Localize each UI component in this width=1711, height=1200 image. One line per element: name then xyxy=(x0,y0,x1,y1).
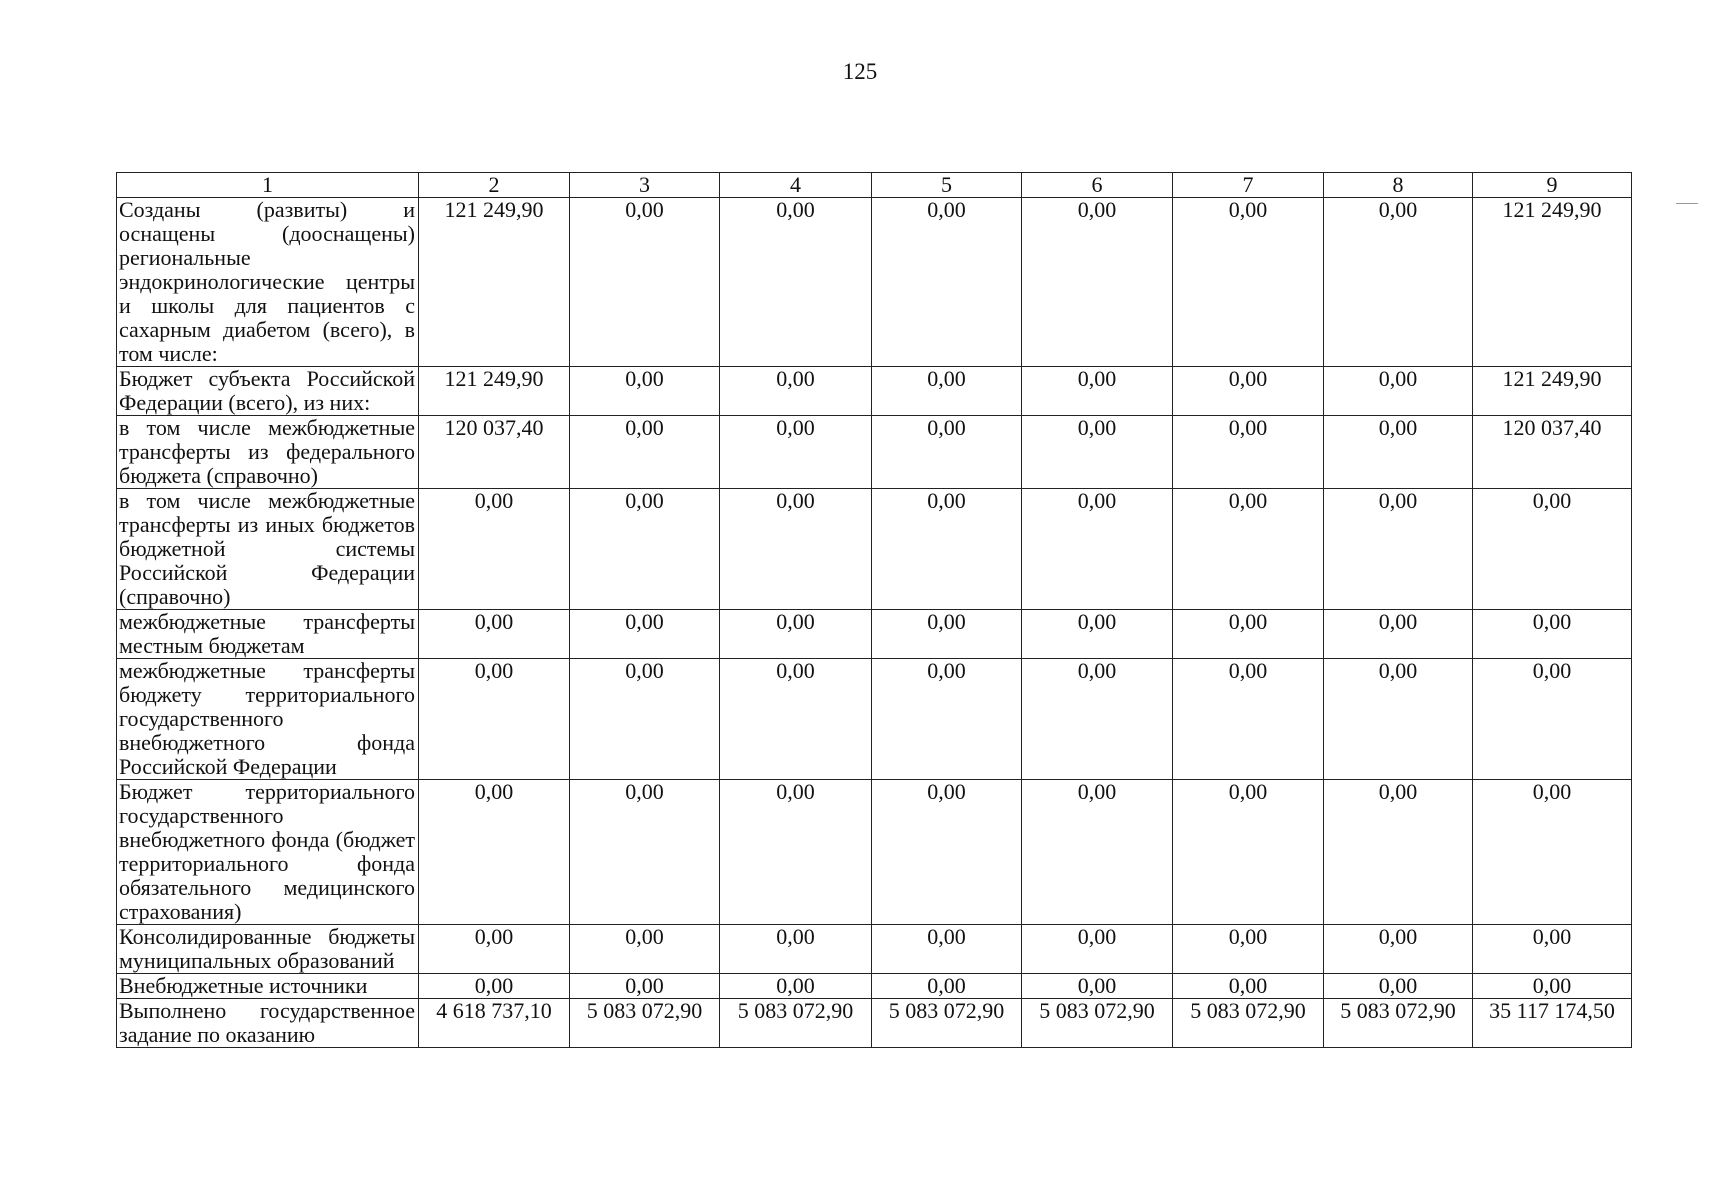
table-row xyxy=(117,610,1632,659)
row-value: 0,00 xyxy=(872,416,1022,489)
row-value: 0,00 xyxy=(1173,974,1324,999)
table-row xyxy=(117,974,1632,999)
row-value: 0,00 xyxy=(419,974,570,999)
row-value: 0,00 xyxy=(872,367,1022,416)
row-value: 0,00 xyxy=(1324,974,1473,999)
row-label: Созданы (развиты) и оснащены (дооснащены) региональные эндокринологические центры и школы для пациентов с сахарным диабетом (всего), в том числе: xyxy=(117,198,419,367)
row-label: Бюджет субъекта Российской Федерации (всего), из них: xyxy=(117,367,419,416)
table-row xyxy=(117,659,1632,780)
row-value: 120 037,40 xyxy=(1473,416,1632,489)
row-value: 0,00 xyxy=(872,974,1022,999)
row-value: 120 037,40 xyxy=(419,416,570,489)
row-label: межбюджетные трансферты бюджету территориального государственного внебюджетного фонда Российской Федерации xyxy=(117,659,419,780)
row-value: 0,00 xyxy=(1173,489,1324,610)
row-value: 0,00 xyxy=(1022,659,1173,780)
row-value: 0,00 xyxy=(1473,925,1632,974)
row-label: в том числе межбюджетные трансферты из федерального бюджета (справочно) xyxy=(117,416,419,489)
row-value: 0,00 xyxy=(872,198,1022,367)
page-number: 125 xyxy=(842,59,878,84)
row-value: 0,00 xyxy=(1324,489,1473,610)
row-value: 35 117 174,50 xyxy=(1473,999,1632,1048)
row-value: 121 249,90 xyxy=(419,367,570,416)
row-value: 0,00 xyxy=(1022,367,1173,416)
row-value: 5 083 072,90 xyxy=(1324,999,1473,1048)
row-value: 121 249,90 xyxy=(1473,198,1632,367)
column-header-7: 7 xyxy=(1173,173,1324,198)
row-value: 0,00 xyxy=(720,974,872,999)
row-value: 0,00 xyxy=(1324,780,1473,925)
row-value: 0,00 xyxy=(1324,367,1473,416)
table-row xyxy=(117,198,1632,367)
row-value: 0,00 xyxy=(1173,198,1324,367)
row-value: 0,00 xyxy=(720,489,872,610)
row-value: 5 083 072,90 xyxy=(1173,999,1324,1048)
column-header-4: 4 xyxy=(720,173,872,198)
row-value: 0,00 xyxy=(570,367,720,416)
row-value: 0,00 xyxy=(419,659,570,780)
row-value: 0,00 xyxy=(720,659,872,780)
row-value: 0,00 xyxy=(1173,416,1324,489)
row-value: 5 083 072,90 xyxy=(1022,999,1173,1048)
row-value: 0,00 xyxy=(872,925,1022,974)
row-value: 5 083 072,90 xyxy=(570,999,720,1048)
row-value: 0,00 xyxy=(570,610,720,659)
row-value: 5 083 072,90 xyxy=(720,999,872,1048)
row-value: 0,00 xyxy=(720,198,872,367)
column-header-3: 3 xyxy=(570,173,720,198)
row-value: 0,00 xyxy=(1324,610,1473,659)
row-value: 0,00 xyxy=(570,198,720,367)
row-value: 0,00 xyxy=(872,780,1022,925)
row-value: 5 083 072,90 xyxy=(872,999,1022,1048)
row-value: 121 249,90 xyxy=(419,198,570,367)
row-value: 0,00 xyxy=(570,416,720,489)
row-value: 4 618 737,10 xyxy=(419,999,570,1048)
row-label: межбюджетные трансферты местным бюджетам xyxy=(117,610,419,659)
row-label: в том числе межбюджетные трансферты из иных бюджетов бюджетной системы Российской Федерации (справочно) xyxy=(117,489,419,610)
table-row xyxy=(117,780,1632,925)
row-value: 0,00 xyxy=(419,610,570,659)
margin-mark xyxy=(1676,203,1698,204)
row-value: 0,00 xyxy=(1022,610,1173,659)
row-value: 0,00 xyxy=(720,610,872,659)
row-value: 0,00 xyxy=(872,610,1022,659)
row-value: 0,00 xyxy=(419,925,570,974)
row-label: Бюджет территориального государственного внебюджетного фонда (бюджет территориального фонда обязательного медицинского страхования) xyxy=(117,780,419,925)
row-value: 0,00 xyxy=(720,925,872,974)
row-value: 0,00 xyxy=(570,974,720,999)
row-value: 0,00 xyxy=(419,489,570,610)
column-header-1: 1 xyxy=(117,173,419,198)
row-value: 0,00 xyxy=(720,367,872,416)
row-value: 0,00 xyxy=(1324,198,1473,367)
row-value: 0,00 xyxy=(1473,659,1632,780)
column-header-9: 9 xyxy=(1473,173,1632,198)
column-header-5: 5 xyxy=(872,173,1022,198)
row-value: 0,00 xyxy=(1022,416,1173,489)
row-value: 0,00 xyxy=(720,416,872,489)
row-value: 0,00 xyxy=(1173,925,1324,974)
table-row xyxy=(117,489,1632,610)
column-header-8: 8 xyxy=(1324,173,1473,198)
table-row xyxy=(117,999,1632,1048)
row-value: 0,00 xyxy=(570,780,720,925)
table-row xyxy=(117,925,1632,974)
row-value: 0,00 xyxy=(1473,489,1632,610)
row-value: 0,00 xyxy=(570,659,720,780)
row-value: 0,00 xyxy=(1173,780,1324,925)
row-value: 0,00 xyxy=(1173,367,1324,416)
row-value: 0,00 xyxy=(1022,974,1173,999)
table-row xyxy=(117,367,1632,416)
budget-table xyxy=(116,172,1632,1048)
column-header-6: 6 xyxy=(1022,173,1173,198)
row-value: 0,00 xyxy=(1022,780,1173,925)
row-value: 0,00 xyxy=(1022,925,1173,974)
row-value: 0,00 xyxy=(570,925,720,974)
row-value: 0,00 xyxy=(1473,780,1632,925)
row-label: Внебюджетные источники xyxy=(117,974,419,999)
row-value: 0,00 xyxy=(872,489,1022,610)
row-value: 0,00 xyxy=(1173,610,1324,659)
row-value: 0,00 xyxy=(1473,974,1632,999)
row-value: 121 249,90 xyxy=(1473,367,1632,416)
header-row xyxy=(117,173,1632,198)
row-value: 0,00 xyxy=(872,659,1022,780)
row-value: 0,00 xyxy=(1324,925,1473,974)
row-value: 0,00 xyxy=(720,780,872,925)
row-value: 0,00 xyxy=(1324,659,1473,780)
row-label: Консолидированные бюджеты муниципальных образований xyxy=(117,925,419,974)
row-value: 0,00 xyxy=(419,780,570,925)
row-value: 0,00 xyxy=(1173,659,1324,780)
row-value: 0,00 xyxy=(1022,198,1173,367)
row-value: 0,00 xyxy=(1022,489,1173,610)
table-row xyxy=(117,416,1632,489)
row-value: 0,00 xyxy=(1473,610,1632,659)
row-value: 0,00 xyxy=(1324,416,1473,489)
row-label: Выполнено государственное задание по оказанию xyxy=(117,999,419,1048)
column-header-2: 2 xyxy=(419,173,570,198)
row-value: 0,00 xyxy=(570,489,720,610)
